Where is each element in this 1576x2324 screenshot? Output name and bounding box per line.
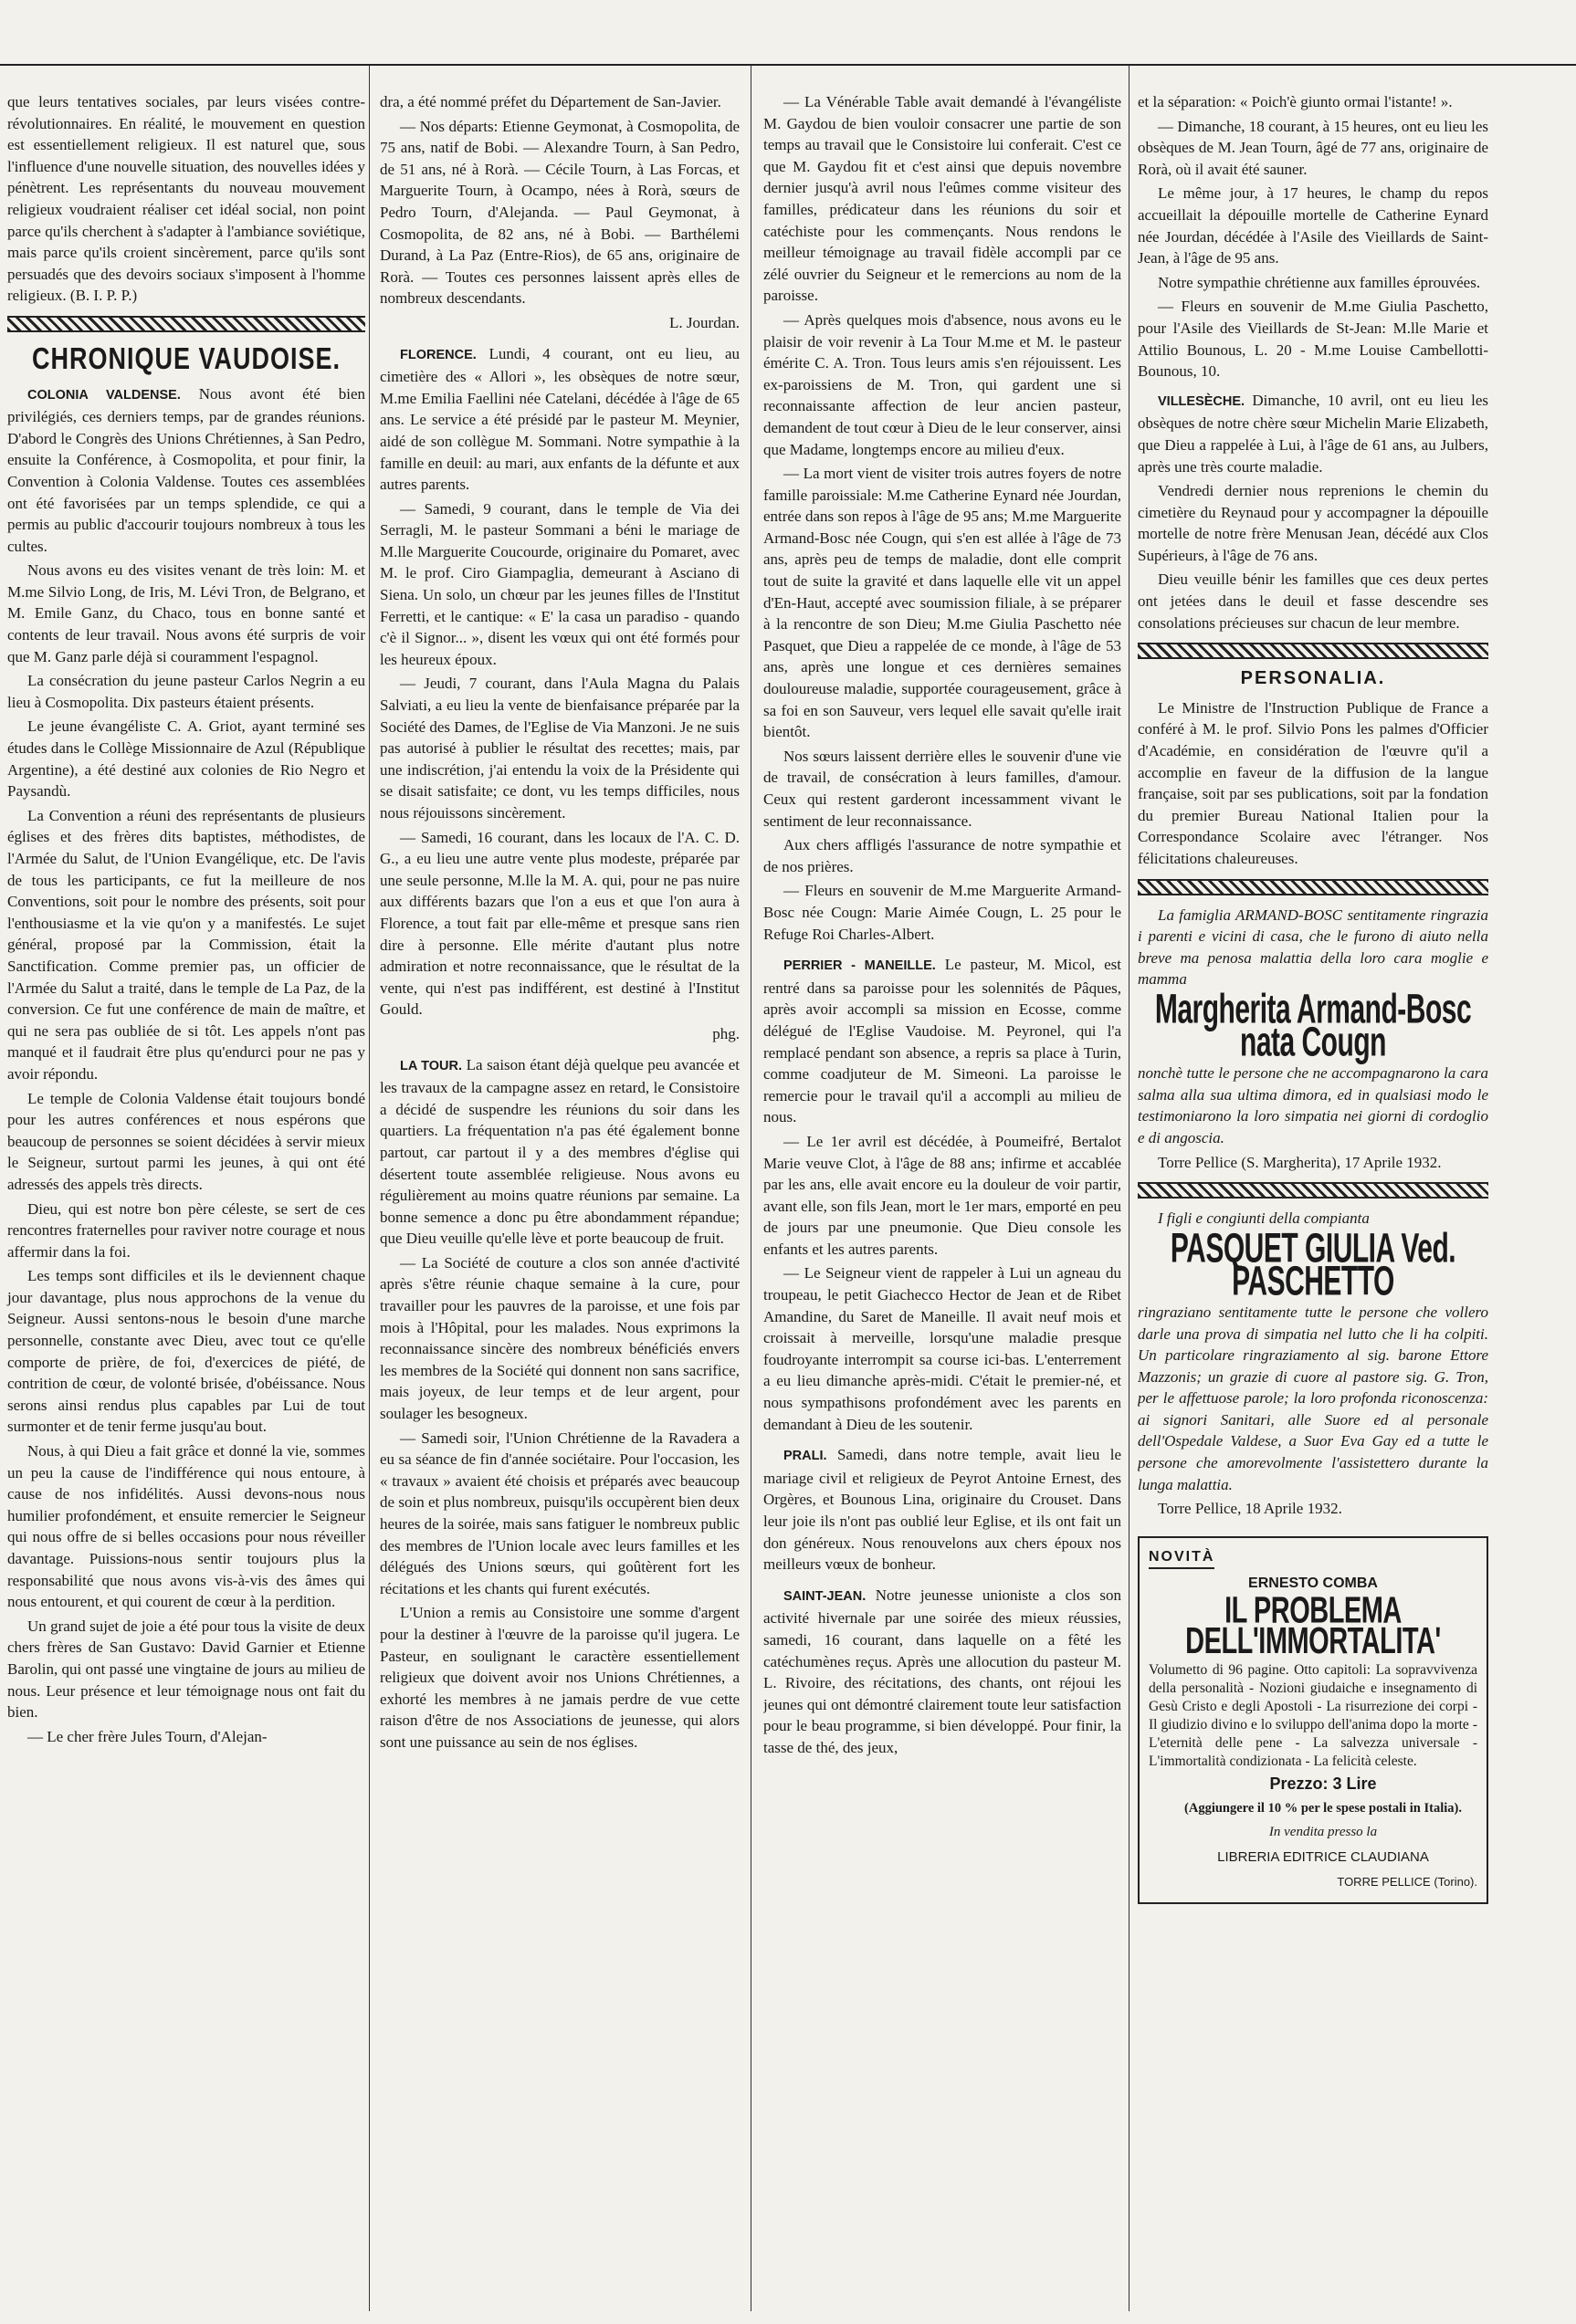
paragraph: — Dimanche, 18 courant, à 15 heures, ont eu lieu les obsèques de M. Jean Tourn, âgé de 77 ans, originaire de Rorà, où il avait été sauner. xyxy=(1138,117,1488,178)
place-heading: LA TOUR. xyxy=(400,1058,463,1073)
paragraph: — Samedi, 16 courant, dans les locaux de l'A. C. D. G., a eu lieu une autre vente plus modeste, préparée par une seule personne, M.lle la M. A. qui, pour ne pas nuire aux différents bazars que l'on a eus et que l'on aura à Florence, a tout fait par elle-même et presque sans rien dire à personne. Elle mérite d'autant plus notre admiration et notre reconnaissance, que le résultat de la vente, qui n'est pas indifférent, est destiné à l'Institut Gould. xyxy=(380,828,740,1019)
place-heading: VILLESÈCHE. xyxy=(1158,393,1245,409)
paragraph: Lundi, 4 courant, ont eu lieu, au cimetière des « Allori », les obsèques de notre sœur, M.me Emilia Faellini née Catelani, décédée à l'âge de 65 ans. Le service a été présidé par le pasteur M. Meynier, aidé de son collègue M. Sommani. Notre sympathie à la famille en deuil: au mari, aux enfants de la défunte et aux autres parents. xyxy=(380,344,740,494)
ad-author: ERNESTO COMBA xyxy=(1248,1576,1378,1592)
paragraph: — Le Seigneur vient de rappeler à Lui un agneau du troupeau, le petit Giachecco Hector de Jean et de Ribet Amandine, du Saret de Maneille. Il avait neuf mois et croissait à merveille, lorsqu'une maladie presque foudroyante interrompit sa course ici-bas. L'enterrement a eu lieu dimanche après-midi. C'était le premier-né, et nous sympathisons profondément avec les parents en demandant à Dieu de les soutenir. xyxy=(763,1264,1121,1433)
paragraph: La saison étant déjà quelque peu avancée et les travaux de la campagne assez en retard, le Consistoire a décidé de suspendre les réunions du soir dans les quartiers. La fréquentation n'a pas été également bonne partout, car partout il y a des membres d'église qui désertent toute assemblée religieuse. Nous avons eu régulièrement au moins quatre réunions par semaine. La bonne semence a donc pu être abondamment répandue; que Dieu veuille qu'elle lève et porte beaucoup de fruit. xyxy=(380,1055,740,1248)
paragraph: — Fleurs en souvenir de M.me Marguerite Armand-Bosc née Cougn: Marie Aimée Cougn, L. 25 pour le Refuge Roi Charles-Albert. xyxy=(763,882,1121,943)
signature: phg. xyxy=(712,1024,740,1042)
place-heading: FLORENCE. xyxy=(400,347,477,362)
ornamental-divider xyxy=(1138,643,1488,659)
paragraph: Nous avons eu des visites venant de très loin: M. et M.me Silvio Long, de Iris, M. Lévi Tron, de Belgrano, et M. Emile Ganz, du Chaco, tous en bonne santé et contents de leur travail. Nous avons été surpris de voir que M. Ganz parle déjà si couramment l'espagnol. xyxy=(7,561,365,665)
paragraph: Samedi, dans notre temple, avait lieu le mariage civil et religieux de Peyrot Antoine Ernest, des Orgères, et Bounous Lina, originaire du Crouset. Dans leur joie ils n'ont pas oublié leur Eglise, et ils ont fait un don généreux. Nous renouvelons aux chers époux nos meilleurs vœux de bonheur. xyxy=(763,1446,1121,1574)
notice-date: Torre Pellice (S. Margherita), 17 Aprile 1932. xyxy=(1158,1153,1442,1171)
section-title: CHRONIQUE VAUDOISE. xyxy=(31,340,341,376)
column-2 xyxy=(380,91,740,2309)
ornamental-divider xyxy=(1138,879,1488,895)
paragraph: — La mort vient de visiter trois autres foyers de notre famille paroissiale: M.me Catherine Eynard née Jourdan, entrée dans son repos à l'âge de 95 ans; M.me Marguerite Armand-Bosc née Cougn, qui s'en est allée à l'âge de 73 ans, après peu de temps de maladie, dont elle comprit tout de suite la gravité et dans laquelle elle vit un appel d'En-Haut, accepté avec soumission filiale, à se préparer à la rencontre de son Dieu; M.me Giulia Paschetto née Pasquet, que Dieu a rappelée de ce monde, à l'âge de 53 ans, après une longue et ces dernières semaines douloureuse maladie, supportée courageusement, grâce à sa foi en son Sauveur, vers lequel elle savait qu'elle irait bientôt. xyxy=(763,465,1121,741)
notice-date: Torre Pellice, 18 Aprile 1932. xyxy=(1158,1500,1342,1518)
paragraph: Notre jeunesse unioniste a clos son activité hivernale par une soirée des mieux réussies, samedi, 16 courant, dans laquelle on a fêté les catéchumènes reçus. Après une allocution du pasteur M. L. Rivoire, des récitations, des chants, ont réjoui les jeunes qui ont démontré clairement toute leur satisfaction pour le beau programme, si bien développé. Pour finir, la tasse de thé, des jeux, xyxy=(763,1586,1121,1756)
thanks-notice xyxy=(1138,1208,1488,1520)
paragraph: Aux chers affligés l'assurance de notre sympathie et de nos prières. xyxy=(763,836,1121,875)
ad-label: NOVITÀ xyxy=(1149,1546,1214,1570)
paragraph: Nos sœurs laissent derrière elles le souvenir d'une vie de travail, de consécration à leurs familles, d'amour. Ceux qui restent garderont incessamment vivant le sentiment de leur reconnaissance. xyxy=(763,747,1121,830)
paragraph: La Convention a réuni des représentants de plusieurs églises et des frères dits baptistes, méthodistes, de l'Armée du Salut, de l'Union Evangélique, etc. De l'avis de tous les participants, ce fut la meilleure de nos Conventions, soit pour le nombre des présents, soit pour l'enthousiasme et la vie qu'on y a manifestés. Le sujet général, proposé par la Commission, était la Sanctification. Comme premier pas, un officier de l'Armée du Salut a traité, dans le temple de La Paz, de la conversion. Ce fut une conférence de main de maître, et qui ne sera pas oubliée de si tôt. Les appels n'ont pas manqué et il faudrait être plus qu'endurci pour ne pas y avoir répondu. xyxy=(7,806,365,1083)
paragraph: Dieu, qui est notre bon père céleste, se sert de ces rencontres fraternelles pour raviver notre courage et nous affermir dans la foi. xyxy=(7,1199,365,1261)
paragraph: Notre sympathie chrétienne aux familles éprouvées. xyxy=(1158,273,1481,291)
ad-description: Volumetto di 96 pagine. Otto capitoli: La sopravvivenza della personalità - Nozioni giudaiche e insegnamento di Gesù Cristo e degli Apostoli - La risurrezione dei corpi - Il giudizio divino e lo sviluppo dell'anima dopo la morte - L'eternità delle pene - La salvezza universale - L'immortalità condizionata - La felicità celeste. xyxy=(1149,1662,1477,1770)
paragraph: Dimanche, 10 avril, ont eu lieu les obsèques de notre chère sœur Michelin Marie Elizabeth, que Dieu a rappelée à Lui, à l'âge de 61 ans, au Julbers, après une très courte maladie. xyxy=(1138,391,1488,476)
paragraph: que leurs tentatives sociales, par leurs visées contre-révolutionnaires. En réalité, le mouvement en question est essentiellement religieux. Il est naturel que, sous l'influence d'une nouvelle situation, des nouvelles idées y pénètrent. Les représentants du nouveau mouvement religieux voudraient réaliser cet idéal social, non point parce qu'ils cherchent à s'adapter à l'ambiance soviétique, mais parce qu'ils croient sincèrement, parce qu'ils sont persuadés que des devoirs sociaux s'imposent à l'homme religieux. (B. I. P. P.) xyxy=(7,93,365,305)
paragraph: — Nos départs: Etienne Geymonat, à Cosmopolita, de 75 ans, natif de Bobi. — Alexandre Tourn, à San Pedro, de 51 ans, né à Rorà. — Cécile Tourn, à Las Forcas, et Marguerite Tourn, à Ocampo, nées à Rorà, sœurs de Pedro Tourn, d'Alejanda. — Paul Geymonat, à Cosmopolita, de 82 ans, né à Bobi. — Barthélemi Durand, à La Paz (Entre-Rios), de 65 ans, originaire de Rorà. — Toutes ces personnes laissent après elles de nombreux descendants. xyxy=(380,117,740,308)
paragraph: dra, a été nommé préfet du Département de San-Javier. xyxy=(380,93,721,110)
column-4 xyxy=(1138,91,1488,2309)
notice-intro: La famiglia ARMAND-BOSC sentitamente ringrazia i parenti e vicini di casa, che le furono di aiuto nella breve ma penosa malattia della loro cara moglie e mamma xyxy=(1138,906,1488,989)
paragraph: Vendredi dernier nous reprenions le chemin du cimetière du Reynaud pour y accompagner la dépouille mortelle de notre frère Menusan Jean, décédé aux Clos Supérieurs, à l'âge de 76 ans. xyxy=(1138,482,1488,564)
paragraph: — Fleurs en souvenir de M.me Giulia Paschetto, pour l'Asile des Vieillards de St-Jean: M.lle Marie et Attilio Bounous, L. 20 - M.me Louise Cambellotti-Bounous, 10. xyxy=(1138,298,1488,381)
ad-price: Prezzo: 3 Lire xyxy=(1269,1774,1377,1794)
place-heading: PRALI. xyxy=(783,1449,827,1464)
paragraph: Le Ministre de l'Instruction Publique de France a conféré à M. le prof. Silvio Pons les palmes d'Officier d'Académie, en considération de l'œuvre qu'il a accomplie en faveur de la diffusion de la langue française, soit par ses publications, soit par la fondation du premier Bureau National Italien pour la Correspondance Scolaire avec l'étranger. Nos félicitations chaleureuses. xyxy=(1138,698,1488,867)
notice-name: Margherita Armand-Bosc nata Cougn xyxy=(1154,987,1472,1065)
place-heading: COLONIA VALDENSE. xyxy=(27,387,181,403)
paragraph: Un grand sujet de joie a été pour tous la visite de deux chers frères de San Gustavo: David Garnier et Etienne Barolin, qui ont passé une vingtaine de jours au milieu de nous. Leur présence et leur témoignage nous ont fait du bien. xyxy=(7,1617,365,1722)
ad-sale: In vendita presso la xyxy=(1268,1825,1378,1840)
paragraph: — Le cher frère Jules Tourn, d'Alejan- xyxy=(27,1727,268,1745)
paragraph: — Samedi, 9 courant, dans le temple de Via dei Serragli, M. le pasteur Sommani a béni le mariage de M.lle Marguerite Coucourde, originaire du Pomaret, avec M. le prof. Ciro Giampaglia, demeurant à Asciano di Siena. Un solo, un chœur par les jeunes filles de l'Institut Ferretti, et le cantique: « E' la casa un paradiso - quando c'è il Signor... », disent les vœux qui ont été formés pour les heureux époux. xyxy=(380,499,740,668)
paragraph: Nous avont été bien privilégiés, ces derniers temps, par de grandes réunions. D'abord le Congrès des Unions Chrétiennes, à San Pedro, ensuite la Conférence, à Cosmopolita, et pour finir, la Convention à Colonia Valdense. Toutes ces assemblées ont été favorisées par un temps splendide, ce qui a permis au public d'accourir toujours nombreux à tous les cultes. xyxy=(7,384,365,555)
place-heading: SAINT-JEAN. xyxy=(783,1588,867,1604)
section-title: PERSONALIA. xyxy=(1240,668,1386,689)
notice-body: nonchè tutte le persone che ne accompagnarono la cara salma alla sua ultima dimora, ed in qualsiasi modo le testimoniarono la loro simpatia nei giorni di cordoglio e di angoscia. xyxy=(1138,1064,1488,1146)
paragraph: L'Union a remis au Consistoire une somme d'argent pour la destiner à l'œuvre de la paroisse qu'il jugera. Le Pasteur, en soulignant le caractère essentiellement religieux que doivent avoir nos Unions Chrétiennes, a exhorté les membres à ne jamais perdre de vue cette raison d'être de nos Associations de jeunesse, qui alors sont une puissance au sein de nos églises. xyxy=(380,1604,740,1751)
place-heading: PERRIER - MANEILLE. xyxy=(783,958,936,974)
ornamental-divider xyxy=(1138,1182,1488,1199)
ad-city: TORRE PELLICE (Torino). xyxy=(1337,1874,1477,1889)
ad-publisher: LIBRERIA EDITRICE CLAUDIANA xyxy=(1217,1849,1429,1865)
paragraph: Le pasteur, M. Micol, est rentré dans sa paroisse pour les solennités de Pâques, après avoir accompli sa mission en Ecosse, comme délégué de l'Eglise Vaudoise. M. Peyronel, qui l'a remplacé pendant son absence, a repris sa place à Turin, comme coadjuteur de M. Simeoni. La paroisse le remercie pour le travail qu'il a accompli au milieu de nous. xyxy=(763,956,1121,1126)
notice-intro: I figli e congiunti della compianta xyxy=(1158,1209,1370,1228)
thanks-notice xyxy=(1138,905,1488,1174)
top-rule xyxy=(0,64,1576,66)
paragraph: Le jeune évangéliste C. A. Griot, ayant terminé ses études dans le Collège Missionnaire de Azul (République Argentine), a été destiné aux colonies de Rio Negro et Paysandù. xyxy=(7,717,365,801)
paragraph: — Jeudi, 7 courant, dans l'Aula Magna du Palais Salviati, a eu lieu la vente de bienfaisance préparée par la Société des Dames, de l'Eglise de Via Manzoni. Je ne suis pas autorisé à publier le résultat des recettes; mais, par une indiscrétion, j'ai entendu la voix de la Présidente qui se disait satisfaite; ce dont, vu les temps difficiles, nous nous réjouissons sincèrement. xyxy=(380,675,740,822)
paragraph: — Le 1er avril est décédée, à Poumeifré, Bertalot Marie veuve Clot, à l'âge de 88 ans; infirme et accablée par les ans, elle avait encore eu la douleur de voir partir, avant elle, son fils Jean, mort le 1er mars, emporté en peu de jours par une pneumonie. Que Dieu console les enfants et les autres parents. xyxy=(763,1132,1121,1258)
paragraph: — Samedi soir, l'Union Chrétienne de la Ravadera a eu sa séance de fin d'année sociétaire. Pour l'occasion, les « travaux » avaient été choisis et préparés avec beaucoup de soin et plus nombreux, puisqu'ils occupèrent bien deux heures de la soirée, mais sans fatiguer le nombreux public des membres de l'Union locale avec leurs familles et les délégués des Unions sœurs, qui goûtèrent fort les récitations et les chants qui furent exécutés. xyxy=(380,1429,740,1597)
ad-price-note: (Aggiungere il 10 % per le spese postali in Italia). xyxy=(1184,1800,1462,1816)
signature: L. Jourdan. xyxy=(669,313,740,331)
paragraph: — La Société de couture a clos son année d'activité après s'être réunie chaque semaine à la cure, pour travailler pour les pauvres de la paroisse, et une fois par mois à l'Hôpital, pour les malades. Nous exprimons la reconnaissance sincère des nombreux bénéficiés envers les membres de la Société qui donnent non sans sacrifice, mais joyeux, de leur temps et de leur argent, pour soulager les besogneux. xyxy=(380,1253,740,1423)
ornamental-divider xyxy=(7,316,365,332)
paragraph: Le même jour, à 17 heures, le champ du repos accueillait la dépouille mortelle de Catherine Eynard née Jourdan, décédée à l'Asile des Vieillards de Saint-Jean, à l'âge de 95 ans. xyxy=(1138,184,1488,267)
paragraph: et la séparation: « Poich'è giunto ormai l'istante! ». xyxy=(1138,93,1453,110)
notice-name: PASQUET GIULIA Ved. PASCHETTO xyxy=(1170,1226,1456,1304)
paragraph: — La Vénérable Table avait demandé à l'évangéliste M. Gaydou de bien vouloir consacrer une partie de son temps au travail que le Consistoire lui conferait. C'est ce que M. Gaydou fit et c'est ainsi que depuis novembre dernier jusqu'à avril nous l'eûmes comme visiteur des familles, prédicateur dans les réunions du soir et catéchiste pour les commençants. Nous rendons le meilleur témoignage au travail fidèle accompli par ce zélé ouvrier du Seigneur et le remercions au nom de la paroisse. xyxy=(763,93,1121,305)
notice-body: ringraziano sentitamente tutte le persone che vollero darle una prova di simpatia nel lutto che li ha colpiti. Un particolare ringraziamento al sig. barone Ettore Mazzonis; un grazie di cuore al pastore sig. G. Tron, per le affettuose parole; la loro profonda riconoscenza: ai signori Sanitari, alle Suore ed al personale dell'Ospedale Valdese, a Suor Eva Gay ed a tutte le persone che amorevolmente l'assistettero durante la lunga malattia. xyxy=(1138,1303,1488,1493)
paragraph: La consécration du jeune pasteur Carlos Negrin a eu lieu à Cosmopolita. Dix pasteurs étaient présents. xyxy=(7,672,365,711)
column-divider xyxy=(369,66,370,2311)
column-3 xyxy=(763,91,1121,2309)
book-advertisement xyxy=(1138,1536,1488,1904)
paragraph: Les temps sont difficiles et ils le deviennent chaque jour davantage, plus nous approchons de la venue du Seigneur. Aussi sentons-nous le besoin d'une marche personnelle, constante avec Dieu, avec tout ce qu'elle comporte de prière, de foi, d'exercices de piété, de contrition de cœur, de volonté brisée, d'obéissance. Nous serons ainsi rendus plus capables par Lui de tout surmonter et de tenir ferme jusqu'au bout. xyxy=(7,1267,365,1436)
paragraph: Nous, à qui Dieu a fait grâce et donné la vie, sommes un peu la cause de l'indifférence qui nous entoure, à cause de nos infidélités. Aussi devons-nous nous humilier profondément, et ensuite remercier le Seigneur qui nous offre de si belles occasions pour nous réveiller davantage. Puissions-nous sentir toujours plus la responsabilité que nous avons vis-à-vis des âmes qui nous entourent, et qui courent de cœur à la perdition. xyxy=(7,1442,365,1611)
paragraph: Dieu veuille bénir les familles que ces deux pertes ont jetées dans le deuil et fasse descendre ses consolations précieuses sur chacun de leur membre. xyxy=(1138,571,1488,632)
paragraph: — Après quelques mois d'absence, nous avons eu le plaisir de voir revenir à La Tour M.me et M. le pasteur émérite C. A. Tron. Tous leurs amis s'en réjouissent. Les ex-paroissiens de M. Tron, qui gardent une si reconnaissante affection de leur ancien pasteur, demandent de tout cœur à Dieu de le leur conserver, ainsi que Madame, longtemps encore au milieu d'eux. xyxy=(763,310,1121,458)
column-1 xyxy=(0,91,365,2309)
ad-title: IL PROBLEMA DELL'IMMORTALITA' xyxy=(1185,1590,1441,1662)
paragraph: Le temple de Colonia Valdense était toujours bondé pour les autres conférences et nous espérons que beaucoup de personnes se soient décidées à servir mieux le Seigneur, surtout parmi les jeunes, à qui ont été adressés des appels très directs. xyxy=(7,1089,365,1193)
